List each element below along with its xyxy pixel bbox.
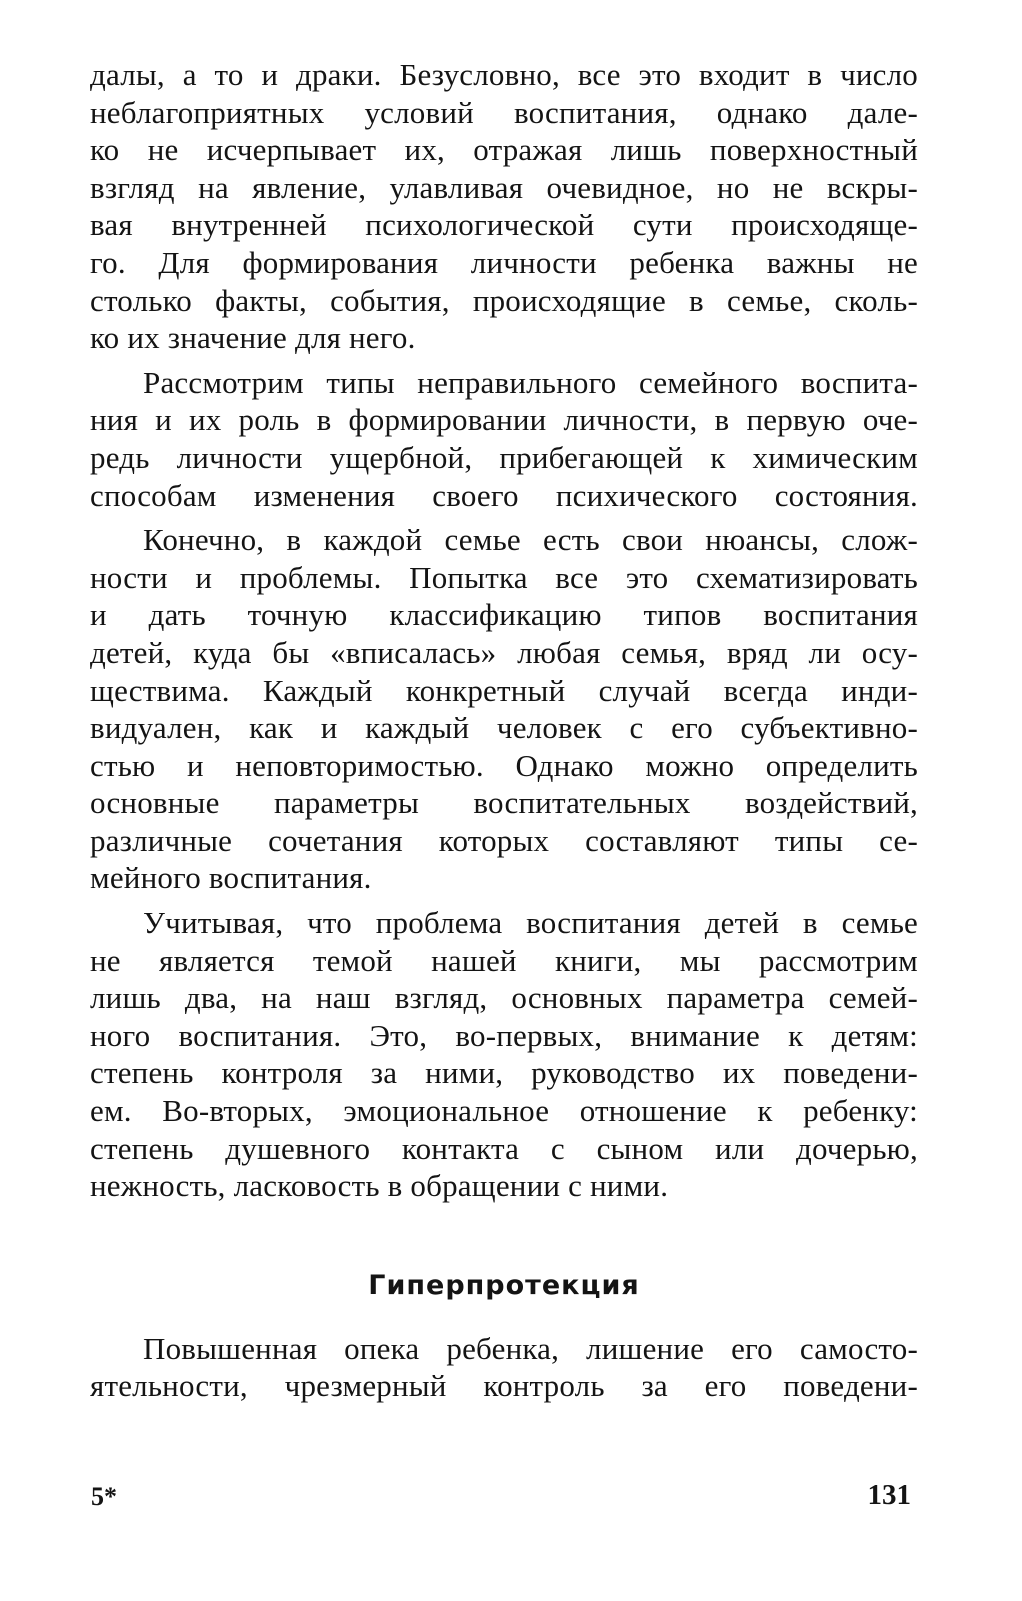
text-line: ко их значение для него.: [90, 320, 416, 356]
paragraph-2: [90, 364, 918, 514]
section-heading: Гиперпротекция: [368, 1269, 640, 1301]
text-line: способам изменения своего психического состояния.: [90, 477, 918, 513]
book-page: [90, 56, 918, 1412]
text-line: ного воспитания. Это, во-первых, внимание к детям:: [90, 1017, 918, 1053]
text-line: стью и неповторимостью. Однако можно определить: [90, 747, 918, 783]
text-line: ществима. Каждый конкретный случай всегда инди-: [90, 672, 918, 708]
text-line: ности и проблемы. Попытка все это схематизировать: [90, 559, 918, 595]
text-line: Рассмотрим типы неправильного семейного воспита-: [143, 364, 918, 400]
paragraph-4: [90, 904, 918, 1205]
text-line: и дать точную классификацию типов воспитания: [90, 597, 918, 633]
text-line: основные параметры воспитательных воздействий,: [90, 785, 918, 821]
text-line: Учитывая, что проблема воспитания детей в семье: [143, 905, 918, 941]
signature-mark: 5*: [91, 1482, 117, 1511]
text-line: го. Для формирования личности ребенка важны не: [90, 244, 918, 280]
text-line: редь личности ущербной, прибегающей к химическим: [90, 439, 918, 475]
text-line: ем. Во-вторых, эмоциональное отношение к ребенку:: [90, 1093, 918, 1129]
text-line: ятельности, чрезмерный контроль за его поведени-: [90, 1368, 918, 1404]
text-line: детей, куда бы «вписалась» любая семья, вряд ли осу-: [90, 634, 918, 670]
text-line: мейного воспитания.: [90, 860, 372, 896]
paragraph-3: [90, 521, 918, 897]
text-line: различные сочетания которых составляют типы се-: [90, 822, 918, 858]
text-line: нежность, ласковость в обращении с ними.: [90, 1168, 669, 1204]
text-line: не является темой нашей книги, мы рассмотрим: [90, 942, 918, 978]
text-line: ко не исчерпывает их, отражая лишь поверхностный: [90, 132, 918, 168]
page-number: 131: [867, 1479, 911, 1511]
text-line: столько факты, события, происходящие в семье, сколь-: [90, 282, 918, 318]
text-line: видуален, как и каждый человек с его субъективно-: [90, 710, 918, 746]
text-line: лишь два, на наш взгляд, основных параметра семей-: [90, 980, 918, 1016]
text-line: Повышенная опека ребенка, лишение его самосто-: [143, 1330, 918, 1366]
paragraph-after-heading: [90, 1330, 918, 1405]
text-line: степень контроля за ними, руководство их поведени-: [90, 1055, 918, 1091]
text-line: ния и их роль в формировании личности, в первую оче-: [90, 402, 918, 438]
text-line: неблагоприятных условий воспитания, однако дале-: [90, 94, 918, 130]
text-line: далы, а то и драки. Безусловно, все это входит в число: [90, 57, 918, 92]
paragraph-1: [90, 56, 918, 357]
text-line: степень душевного контакта с сыном или дочерью,: [90, 1130, 918, 1166]
text-line: взгляд на явление, улавливая очевидное, но не вскры-: [90, 169, 918, 205]
text-line: вая внутренней психологической сути происходяще-: [90, 207, 918, 243]
text-line: Конечно, в каждой семье есть свои нюансы, слож-: [143, 522, 918, 558]
